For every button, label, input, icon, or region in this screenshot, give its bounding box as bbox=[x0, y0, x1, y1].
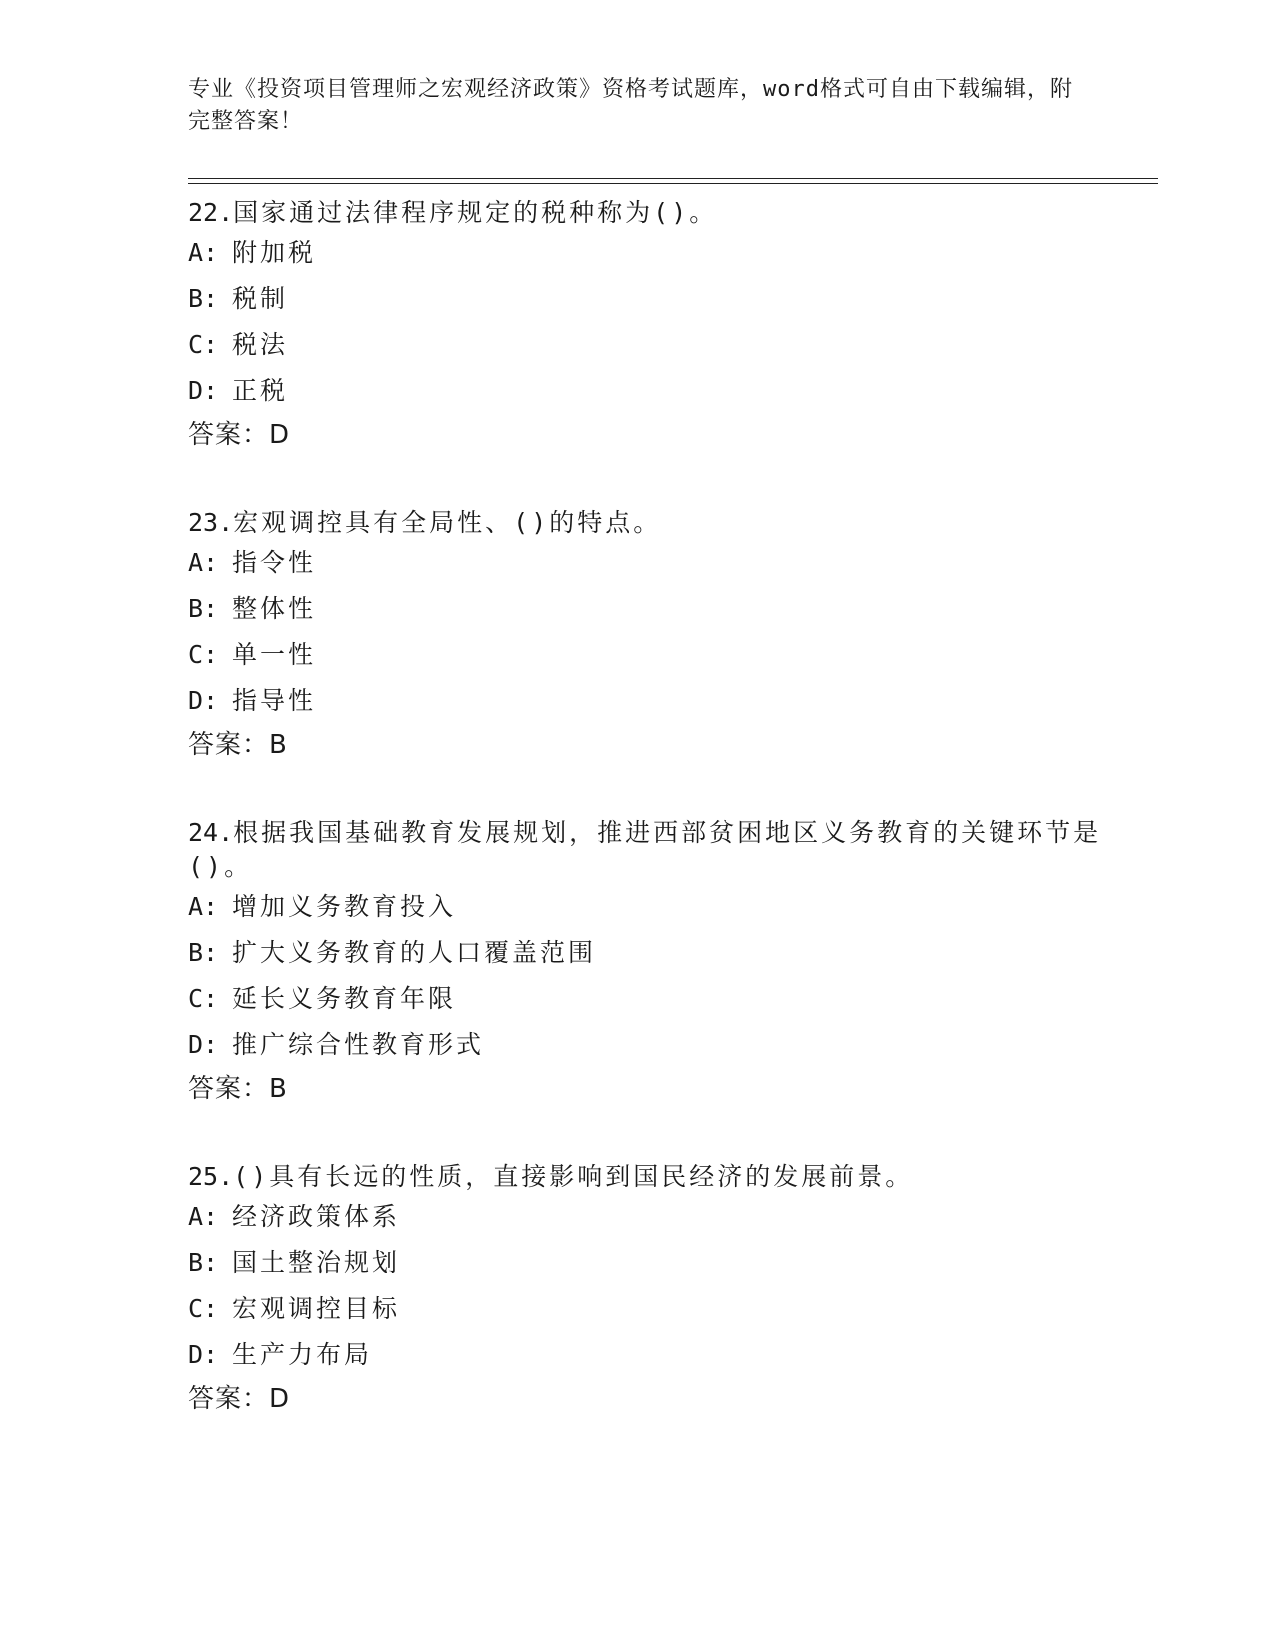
option-letter: D: bbox=[188, 1340, 219, 1369]
option-text: 推广综合性教育形式 bbox=[232, 1030, 485, 1059]
question-text: ()具有长远的性质，直接影响到国民经济的发展前景。 bbox=[233, 1162, 914, 1191]
option-letter: C: bbox=[188, 1294, 219, 1323]
option-letter: C: bbox=[188, 984, 219, 1013]
option-letter: A: bbox=[188, 238, 219, 267]
question-stem bbox=[188, 812, 1128, 884]
option-letter: A: bbox=[188, 892, 219, 921]
option-text: 国土整治规划 bbox=[232, 1248, 401, 1277]
option-text: 延长义务教育年限 bbox=[232, 984, 457, 1013]
header-rule-top bbox=[188, 178, 1158, 179]
answer-line: 答案：D bbox=[188, 420, 291, 450]
option-letter: D: bbox=[188, 376, 219, 405]
option-text: 正税 bbox=[232, 376, 289, 405]
question-list bbox=[188, 192, 1128, 1466]
question-23 bbox=[188, 502, 1128, 766]
option-d bbox=[188, 1022, 1128, 1068]
option-letter: A: bbox=[188, 548, 219, 577]
option-letter: D: bbox=[188, 686, 219, 715]
option-d bbox=[188, 368, 1128, 414]
option-text: 增加义务教育投入 bbox=[232, 892, 457, 921]
option-letter: C: bbox=[188, 330, 219, 359]
question-24 bbox=[188, 812, 1128, 1110]
question-number: 25. bbox=[188, 1162, 234, 1191]
question-stem bbox=[188, 192, 1128, 230]
option-text: 整体性 bbox=[232, 594, 317, 623]
option-text: 附加税 bbox=[232, 238, 317, 267]
option-text: 税制 bbox=[232, 284, 289, 313]
question-text: 国家通过法律程序规定的税种称为()。 bbox=[233, 198, 718, 227]
answer-line: 答案：B bbox=[188, 730, 288, 760]
option-a bbox=[188, 1194, 1128, 1240]
option-b bbox=[188, 586, 1128, 632]
option-text: 经济政策体系 bbox=[232, 1202, 401, 1231]
option-c bbox=[188, 976, 1128, 1022]
option-d bbox=[188, 678, 1128, 724]
option-b bbox=[188, 1240, 1128, 1286]
question-text: 宏观调控具有全局性、()的特点。 bbox=[233, 508, 662, 537]
option-text: 税法 bbox=[232, 330, 289, 359]
option-letter: A: bbox=[188, 1202, 219, 1231]
option-c bbox=[188, 322, 1128, 368]
option-letter: D: bbox=[188, 1030, 219, 1059]
option-letter: B: bbox=[188, 594, 219, 623]
question-number: 22. bbox=[188, 198, 234, 227]
option-a bbox=[188, 884, 1128, 930]
question-number: 24. bbox=[188, 818, 234, 847]
option-text: 指令性 bbox=[232, 548, 317, 577]
option-text: 宏观调控目标 bbox=[232, 1294, 401, 1323]
option-letter: C: bbox=[188, 640, 219, 669]
option-text: 指导性 bbox=[232, 686, 317, 715]
option-letter: B: bbox=[188, 1248, 219, 1277]
option-letter: B: bbox=[188, 938, 219, 967]
question-22 bbox=[188, 192, 1128, 456]
option-c bbox=[188, 632, 1128, 678]
question-25 bbox=[188, 1156, 1128, 1420]
option-text: 单一性 bbox=[232, 640, 317, 669]
option-d bbox=[188, 1332, 1128, 1378]
option-a bbox=[188, 540, 1128, 586]
header-rule-bottom bbox=[188, 183, 1158, 184]
answer-line: 答案：D bbox=[188, 1384, 291, 1414]
option-b bbox=[188, 276, 1128, 322]
option-letter: B: bbox=[188, 284, 219, 313]
document-header: 专业《投资项目管理师之宏观经济政策》资格考试题库，word格式可自由下载编辑，附完整答案！ bbox=[188, 77, 1073, 134]
answer-line: 答案：B bbox=[188, 1074, 288, 1104]
option-text: 扩大义务教育的人口覆盖范围 bbox=[232, 938, 597, 967]
question-text: 根据我国基础教育发展规划，推进西部贫困地区义务教育的关键环节是()。 bbox=[188, 818, 1102, 881]
question-stem bbox=[188, 1156, 1128, 1194]
question-number: 23. bbox=[188, 508, 234, 537]
option-c bbox=[188, 1286, 1128, 1332]
question-stem bbox=[188, 502, 1128, 540]
option-b bbox=[188, 930, 1128, 976]
option-text: 生产力布局 bbox=[232, 1340, 373, 1369]
option-a bbox=[188, 230, 1128, 276]
